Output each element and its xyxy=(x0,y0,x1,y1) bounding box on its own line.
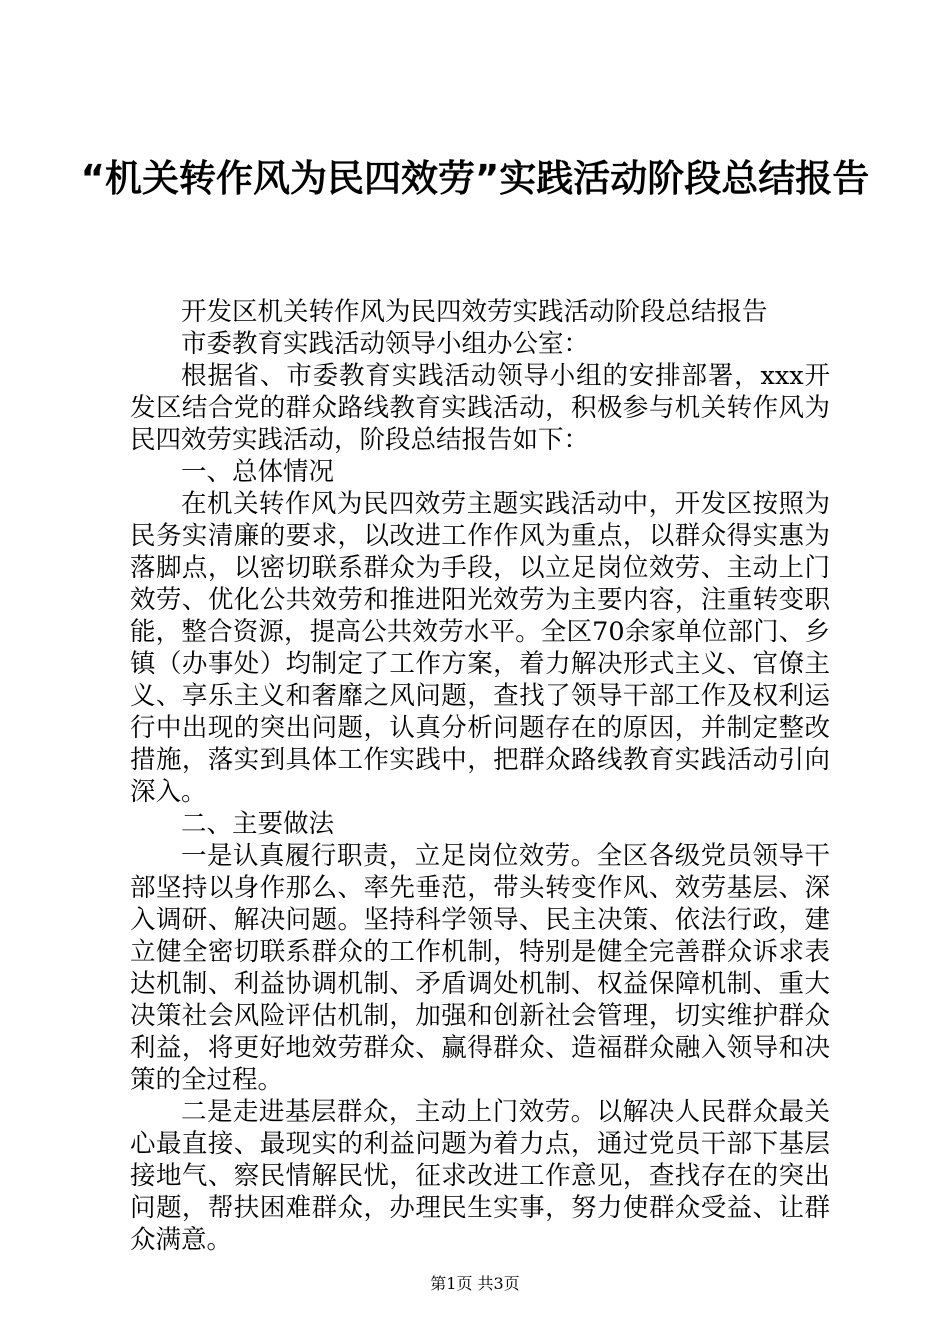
section-heading-overview: 一、总体情况 xyxy=(181,457,335,487)
document-title: “机关转作风为民四效劳”实践活动阶段总结报告 xyxy=(80,157,870,200)
practice-two-paragraph: 二是走进基层群众，主动上门效劳。以解决人民群众最关心最直接、最现实的利益问题为着力点，通过党员干部下基层接地气、察民情解民忧，征求改进工作意见，查找存在的突出问题，帮扶困难群众，办理民生实事，努力使群众受益、让群众满意。 xyxy=(130,1097,830,1255)
document-body xyxy=(130,296,830,1256)
addressee-paragraph: 市委教育实践活动领导小组办公室： xyxy=(181,329,590,359)
overview-paragraph: 在机关转作风为民四效劳主题实践活动中，开发区按照为民务实清廉的要求，以改进工作作风为重点，以群众得实惠为落脚点，以密切联系群众为手段，以立足岗位效劳、主动上门效劳、优化公共效劳和推进阳光效劳为主要内容，注重转变职能，整合资源，提高公共效劳水平。全区70余家单位部门、乡镇（办事处）均制定了工作方案，着力解决形式主义、官僚主义、享乐主义和奢靡之风问题，查找了领导干部工作及权利运行中出现的突出问题，认真分析问题存在的原因，并制定整改措施，落实到具体工作实践中，把群众路线教育实践活动引向深入。 xyxy=(130,489,830,807)
practice-one-paragraph: 一是认真履行职责，立足岗位效劳。全区各级党员领导干部坚持以身作那么、率先垂范，带头转变作风、效劳基层、深入调研、解决问题。坚持科学领导、民主决策、依法行政，建立健全密切联系群众的工作机制，特别是健全完善群众诉求表达机制、利益协调机制、矛盾调处机制、权益保障机制、重大决策社会风险评估机制，加强和创新社会管理，切实维护群众利益，将更好地效劳群众、赢得群众、造福群众融入领导和决策的全过程。 xyxy=(130,841,830,1095)
intro-paragraph: 根据省、市委教育实践活动领导小组的安排部署，xxx开发区结合党的群众路线教育实践活动，积极参与机关转作风为民四效劳实践活动，阶段总结报告如下： xyxy=(130,361,830,455)
page-number-footer: 第1页 共3页 xyxy=(430,1274,520,1293)
section-heading-practices: 二、主要做法 xyxy=(181,809,335,839)
report-subtitle-paragraph: 开发区机关转作风为民四效劳实践活动阶段总结报告 xyxy=(181,297,768,327)
